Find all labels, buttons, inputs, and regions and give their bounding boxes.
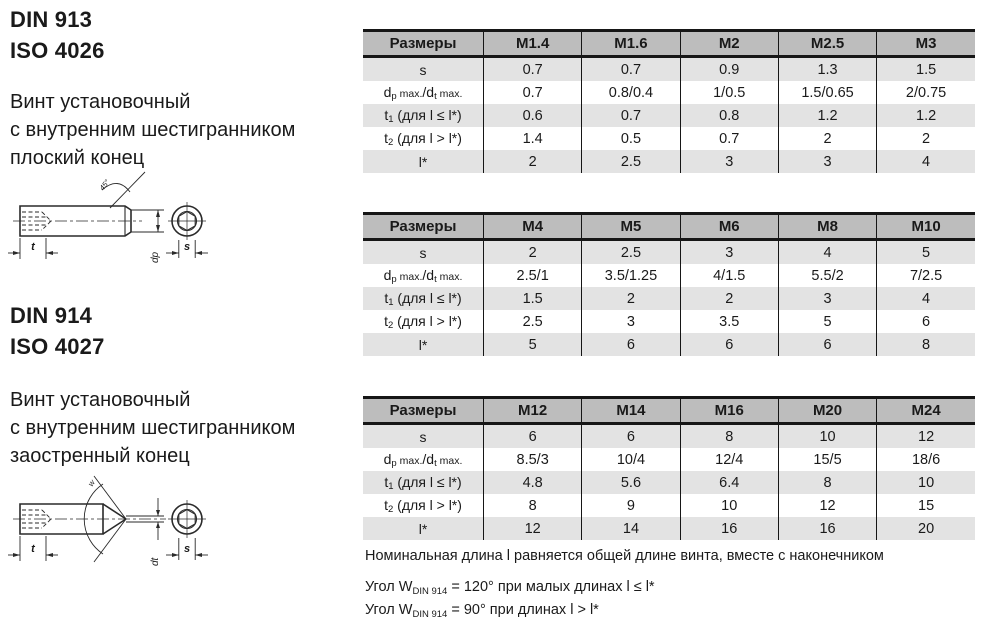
note-text: = 90° при длинах l > l* xyxy=(447,602,599,618)
din-number: DIN 913 xyxy=(10,7,93,32)
value-cell: 6 xyxy=(484,424,582,449)
row-label-cell xyxy=(363,333,484,356)
column-header-cell: M4 xyxy=(484,214,582,240)
value-cell: 10 xyxy=(778,424,876,449)
row-label-cell xyxy=(363,310,484,333)
value-cell: 0.7 xyxy=(582,57,680,82)
value-cell: 15/5 xyxy=(778,448,876,471)
row-label-text: t xyxy=(384,473,389,490)
row-label-cell xyxy=(363,104,484,127)
value-cell: 3.5 xyxy=(680,310,778,333)
description-line: с внутренним шестигранником xyxy=(10,417,296,439)
value-cell: 3 xyxy=(582,310,680,333)
value-cell: 5.6 xyxy=(582,471,680,494)
row-label-text: (для l > l*) xyxy=(393,129,462,146)
value-cell: 14 xyxy=(582,517,680,540)
row-label-text: 1 xyxy=(388,480,394,492)
table-row xyxy=(363,494,975,517)
column-header-cell: M3 xyxy=(877,31,975,57)
note-subscript: DIN 914 xyxy=(412,586,448,597)
value-cell: 1.5/0.65 xyxy=(778,81,876,104)
row-label-text: t xyxy=(434,457,437,469)
row-label-text: s xyxy=(419,428,427,445)
standard-heading-din914 xyxy=(10,300,105,362)
value-cell: 12 xyxy=(484,517,582,540)
value-cell: 2 xyxy=(778,127,876,150)
row-label-text: t xyxy=(384,129,388,146)
note-text: Угол W xyxy=(365,579,413,595)
value-cell: 0.7 xyxy=(484,81,582,104)
column-header-cell: M8 xyxy=(778,214,876,240)
cone-point-setscrew-drawing xyxy=(6,466,256,572)
table-row xyxy=(363,127,975,150)
value-cell: 8.5/3 xyxy=(484,448,582,471)
value-cell: 2 xyxy=(484,240,582,265)
value-cell: 8 xyxy=(680,424,778,449)
row-label-cell xyxy=(363,150,484,173)
table-header-row xyxy=(363,31,975,57)
value-cell: 20 xyxy=(877,517,975,540)
value-cell: 1.5 xyxy=(877,57,975,82)
column-header-cell: M16 xyxy=(680,398,778,424)
value-cell: 8 xyxy=(484,494,582,517)
value-cell: 15 xyxy=(877,494,975,517)
column-header-cell: M14 xyxy=(582,398,680,424)
row-label-text: 1 xyxy=(388,296,394,308)
note-text: Угол W xyxy=(365,602,413,618)
column-header-cell: M12 xyxy=(484,398,582,424)
dim-s-label: s xyxy=(183,543,191,555)
value-cell: 5.5/2 xyxy=(778,264,876,287)
dimensions-table-m4-m10 xyxy=(363,212,975,356)
value-cell: 0.8 xyxy=(680,104,778,127)
row-label-cell xyxy=(363,81,484,104)
dim-s-label: s xyxy=(183,241,191,253)
value-cell: 1.3 xyxy=(778,57,876,82)
column-header-cell: M5 xyxy=(582,214,680,240)
value-cell: 5 xyxy=(877,240,975,265)
column-header-cell: M2 xyxy=(680,31,778,57)
value-cell: 2.5 xyxy=(582,150,680,173)
angle-45-label: 45° xyxy=(97,177,112,193)
row-label-text: max. xyxy=(396,454,423,467)
value-cell: 9 xyxy=(582,494,680,517)
note-subscript: DIN 914 xyxy=(412,609,448,620)
value-cell: 18/6 xyxy=(877,448,975,471)
row-label-text: /d xyxy=(422,266,435,283)
value-cell: 0.7 xyxy=(582,104,680,127)
value-cell: 16 xyxy=(680,517,778,540)
row-label-text: l* xyxy=(418,153,428,170)
column-header-cell: M2.5 xyxy=(778,31,876,57)
value-cell: 0.5 xyxy=(582,127,680,150)
value-cell: 16 xyxy=(778,517,876,540)
value-cell: 0.9 xyxy=(680,57,778,82)
note-text: = 120° при малых длинах l ≤ l* xyxy=(447,579,655,595)
standard-heading-din913 xyxy=(10,4,105,66)
row-label-text: d xyxy=(383,450,392,467)
row-label-text: max. xyxy=(396,87,423,100)
row-label-cell xyxy=(363,471,484,494)
dim-t-label: t xyxy=(31,241,35,253)
value-cell: 2 xyxy=(680,287,778,310)
value-cell: 4 xyxy=(877,150,975,173)
row-label-text: t xyxy=(434,273,437,285)
value-cell: 1.4 xyxy=(484,127,582,150)
column-header-cell: M20 xyxy=(778,398,876,424)
row-label-text: 2 xyxy=(387,319,394,331)
value-cell: 0.7 xyxy=(484,57,582,82)
row-label-cell xyxy=(363,57,484,82)
value-cell: 1/0.5 xyxy=(680,81,778,104)
value-cell: 3 xyxy=(680,240,778,265)
row-label-text: p xyxy=(391,457,397,469)
value-cell: 4 xyxy=(877,287,975,310)
value-cell: 1.5 xyxy=(484,287,582,310)
value-cell: 6 xyxy=(582,333,680,356)
row-label-text: s xyxy=(419,244,427,261)
sizes-header-cell: Размеры xyxy=(363,31,484,57)
value-cell: 1.2 xyxy=(778,104,876,127)
value-cell: 2 xyxy=(484,150,582,173)
table-header-row xyxy=(363,398,975,424)
value-cell: 2.5 xyxy=(484,310,582,333)
row-label-text: t xyxy=(384,106,389,123)
value-cell: 6 xyxy=(877,310,975,333)
row-label-text: 1 xyxy=(388,113,394,125)
value-cell: 7/2.5 xyxy=(877,264,975,287)
column-header-cell: M6 xyxy=(680,214,778,240)
table-row xyxy=(363,310,975,333)
row-label-text: (для l ≤ l*) xyxy=(393,106,462,123)
value-cell: 12/4 xyxy=(680,448,778,471)
row-label-text: t xyxy=(384,312,388,329)
note-nominal-length: Номинальная длина l равняется общей длине винта, вместе с наконечником xyxy=(365,548,884,564)
value-cell: 2 xyxy=(582,287,680,310)
screw-description-cone xyxy=(10,386,295,470)
dim-t-label: t xyxy=(31,543,35,555)
value-cell: 4 xyxy=(778,240,876,265)
table-row xyxy=(363,150,975,173)
row-label-text: p xyxy=(391,90,397,102)
row-label-text: s xyxy=(419,61,427,78)
value-cell: 8 xyxy=(877,333,975,356)
row-label-text: max. xyxy=(396,270,423,283)
value-cell: 12 xyxy=(877,424,975,449)
flat-point-setscrew-drawing xyxy=(6,166,256,266)
row-label-text: (для l > l*) xyxy=(393,312,462,329)
value-cell: 8 xyxy=(778,471,876,494)
row-label-text: /d xyxy=(422,450,435,467)
value-cell: 6 xyxy=(778,333,876,356)
dimensions-table-m1-4-m3 xyxy=(363,29,975,173)
value-cell: 4/1.5 xyxy=(680,264,778,287)
iso-number: ISO 4026 xyxy=(10,38,105,63)
row-label-text: max. xyxy=(436,270,463,283)
description-line: Винт установочный xyxy=(10,389,191,411)
row-label-cell xyxy=(363,517,484,540)
row-label-text: (для l ≤ l*) xyxy=(393,473,462,490)
row-label-text: t xyxy=(384,496,388,513)
description-line: плоский конец xyxy=(10,147,145,169)
row-label-cell xyxy=(363,264,484,287)
column-header-cell: M1.4 xyxy=(484,31,582,57)
table-row xyxy=(363,81,975,104)
row-label-text: max. xyxy=(436,87,463,100)
end-view xyxy=(168,202,206,240)
value-cell: 2 xyxy=(877,127,975,150)
row-label-cell xyxy=(363,240,484,265)
table-row xyxy=(363,264,975,287)
value-cell: 3 xyxy=(778,150,876,173)
description-line: с внутренним шестигранником xyxy=(10,119,296,141)
row-label-text: t xyxy=(384,289,389,306)
table-row xyxy=(363,57,975,82)
sizes-header-cell: Размеры xyxy=(363,214,484,240)
row-label-cell xyxy=(363,287,484,310)
row-label-text: l* xyxy=(418,336,428,353)
row-label-text: d xyxy=(383,83,392,100)
dimensions-table-m12-m24 xyxy=(363,396,975,540)
row-label-text: /d xyxy=(422,83,435,100)
value-cell: 5 xyxy=(484,333,582,356)
value-cell: 5 xyxy=(778,310,876,333)
value-cell: 4.8 xyxy=(484,471,582,494)
value-cell: 6.4 xyxy=(680,471,778,494)
row-label-cell xyxy=(363,424,484,449)
note-angle-120 xyxy=(365,579,655,597)
row-label-text: (для l ≤ l*) xyxy=(393,289,462,306)
din-number: DIN 914 xyxy=(10,303,93,328)
row-label-text: max. xyxy=(436,454,463,467)
value-cell: 10/4 xyxy=(582,448,680,471)
description-line: заостренный конец xyxy=(10,445,190,467)
row-label-text: p xyxy=(391,273,397,285)
end-view xyxy=(168,500,206,538)
dim-dt-label: dt xyxy=(150,557,161,566)
value-cell: 2.5/1 xyxy=(484,264,582,287)
row-label-text: d xyxy=(383,266,392,283)
table-row xyxy=(363,448,975,471)
row-label-cell xyxy=(363,127,484,150)
row-label-cell xyxy=(363,494,484,517)
value-cell: 2.5 xyxy=(582,240,680,265)
chamfer-angle-annotation xyxy=(102,172,145,208)
table-header-row xyxy=(363,214,975,240)
row-label-text: (для l > l*) xyxy=(393,496,462,513)
value-cell: 10 xyxy=(680,494,778,517)
row-label-cell xyxy=(363,448,484,471)
dim-dp-label: dp xyxy=(150,251,161,263)
table-row xyxy=(363,471,975,494)
column-header-cell: M1.6 xyxy=(582,31,680,57)
value-cell: 3.5/1.25 xyxy=(582,264,680,287)
row-label-text: t xyxy=(434,90,437,102)
iso-number: ISO 4027 xyxy=(10,334,105,359)
value-cell: 2/0.75 xyxy=(877,81,975,104)
value-cell: 12 xyxy=(778,494,876,517)
value-cell: 0.6 xyxy=(484,104,582,127)
value-cell: 10 xyxy=(877,471,975,494)
table-row xyxy=(363,240,975,265)
value-cell: 3 xyxy=(778,287,876,310)
note-angle-90 xyxy=(365,602,599,620)
row-label-text: 2 xyxy=(387,503,394,515)
value-cell: 6 xyxy=(582,424,680,449)
value-cell: 1.2 xyxy=(877,104,975,127)
column-header-cell: M24 xyxy=(877,398,975,424)
description-line: Винт установочный xyxy=(10,91,191,113)
table-row xyxy=(363,333,975,356)
table-row xyxy=(363,287,975,310)
sizes-header-cell: Размеры xyxy=(363,398,484,424)
angle-w-label: w xyxy=(86,478,97,489)
value-cell: 6 xyxy=(680,333,778,356)
screw-description-flat xyxy=(10,88,295,172)
row-label-text: l* xyxy=(418,520,428,537)
table-row xyxy=(363,517,975,540)
row-label-text: 2 xyxy=(387,136,394,148)
table-row xyxy=(363,424,975,449)
value-cell: 0.7 xyxy=(680,127,778,150)
table-row xyxy=(363,104,975,127)
value-cell: 0.8/0.4 xyxy=(582,81,680,104)
column-header-cell: M10 xyxy=(877,214,975,240)
value-cell: 3 xyxy=(680,150,778,173)
